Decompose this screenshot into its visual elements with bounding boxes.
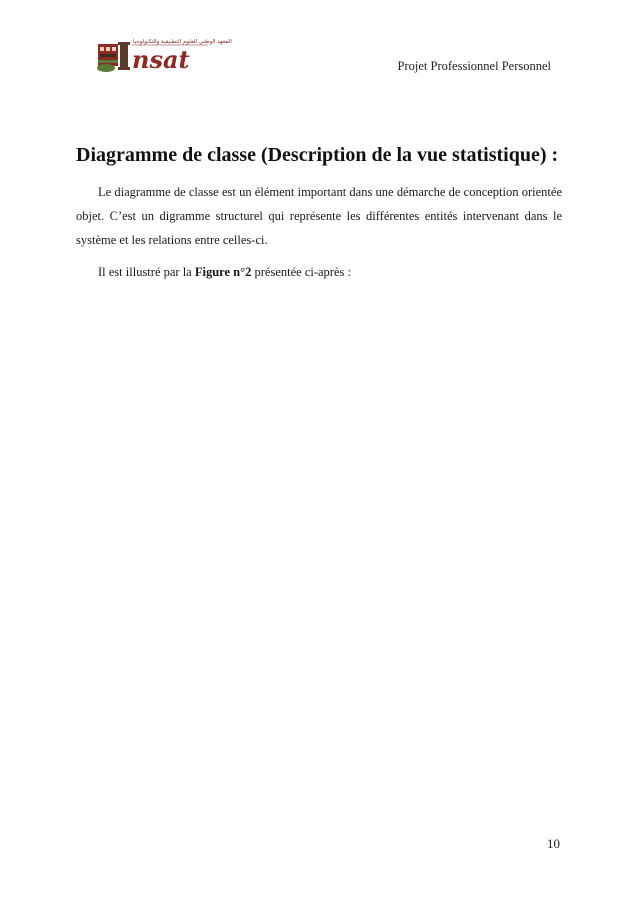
section-title: Diagramme de classe (Description de la vue statistique) : <box>76 144 559 166</box>
paragraph-2 <box>76 260 562 284</box>
paragraph-1-text: Le diagramme de classe est un élément important dans une démarche de conception orientée objet. C’est un digramme structurel qui représente les différentes entités intervenant dans le système et les relations entre celles-ci. <box>76 185 562 247</box>
page-number: 10 <box>547 836 560 851</box>
paragraph-2-suffix: présentée ci-après : <box>251 265 351 279</box>
paragraph-2-prefix: Il est illustré par la <box>98 265 195 279</box>
insat-logo <box>96 34 232 76</box>
paragraph-1 <box>76 180 562 252</box>
header-project-title: Projet Professionnel Personnel <box>397 59 551 73</box>
insat-logo-graphic <box>96 34 232 76</box>
logo-arabic-text: المعهد الوطني للعلوم التطبيقية والتكنولوجيا <box>133 39 232 45</box>
logo-text: nsat <box>132 45 190 74</box>
figure-reference: Figure n°2 <box>194 265 252 279</box>
